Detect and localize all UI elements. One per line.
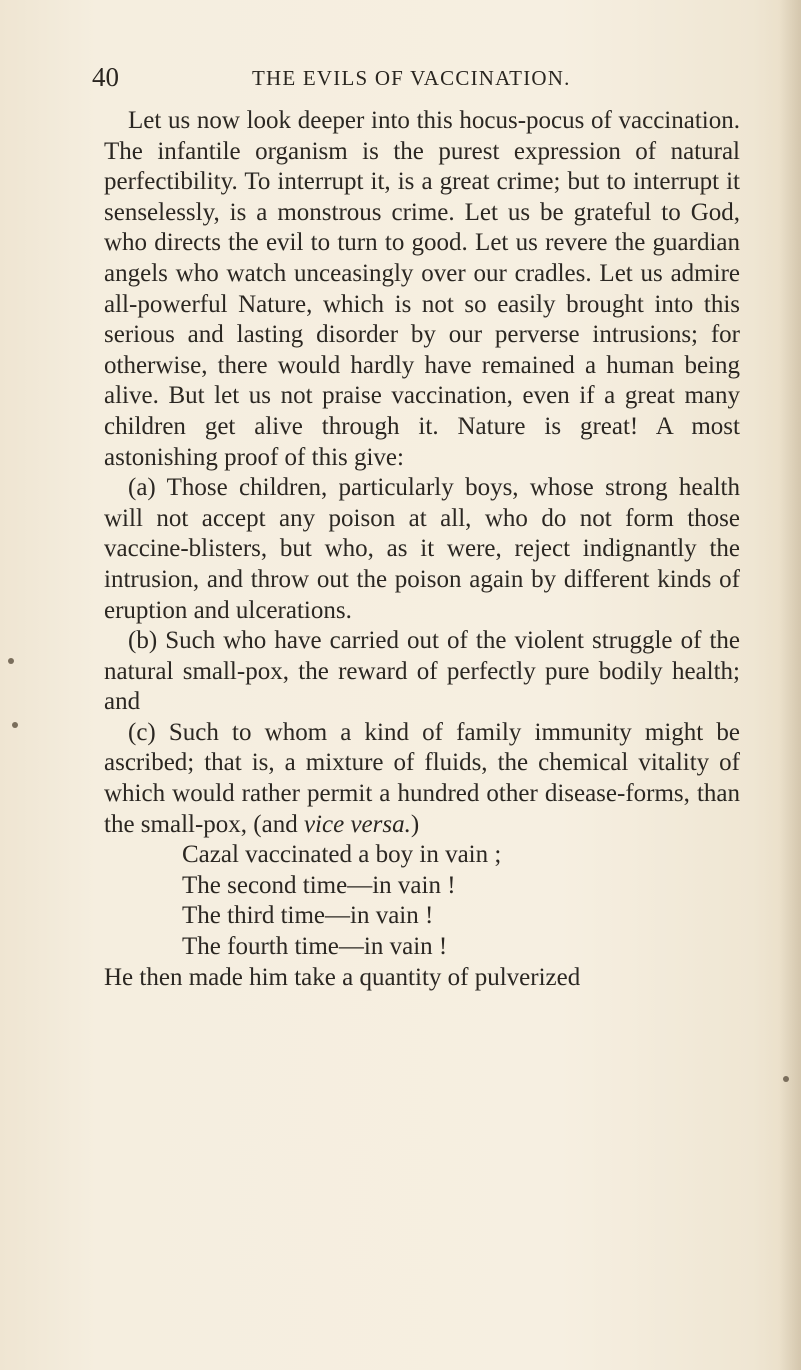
print-speck: [8, 658, 14, 664]
page-header: [92, 60, 744, 94]
list-item-c: [104, 718, 740, 840]
page-edge-shadow: [779, 0, 801, 1370]
verse-line-4: The fourth time—in vain !: [182, 933, 448, 961]
running-title: THE EVILS OF VACCINATION.: [252, 66, 571, 90]
list-item-c-text: (c) Such to whom a kind of family immunity might be ascribed; that is, a mixture of fluids, the chemical vitality of which would rather permit a hundred other disease-forms, than the small-pox, (and: [104, 718, 740, 838]
list-item-c-italic: vice versa.: [303, 810, 411, 838]
verse-line-3: The third time—in vain !: [182, 902, 434, 930]
paragraph-intro: Let us now look deeper into this hocus-pocus of vaccination. The infantile organism is the purest expression of natural perfectibility. To interrupt it, is a great crime; but to interrupt it senselessly, is a monstrous crime. Let us be grateful to God, who directs the evil to turn to good. Let us revere the guardian angels who watch unceasingly over our cradles. Let us admire all-powerful Nature, which is not so easily brought into this serious and lasting disorder by our perverse intrusions; for otherwise, there would hardly have remained a human being alive. But let us not praise vaccination, even if a great many children get alive through it. Nature is great! A most astonishing proof of this give:: [104, 107, 740, 471]
print-speck: [783, 1076, 789, 1082]
list-item-c-close: ): [410, 810, 420, 838]
page-number: 40: [92, 62, 119, 92]
print-speck: [12, 722, 18, 728]
verse-line-2: The second time—in vain !: [182, 871, 456, 899]
final-line: He then made him take a quantity of pulverized: [104, 963, 581, 991]
verse-line-1: Cazal vaccinated a boy in vain ;: [182, 841, 502, 869]
list-item-b: (b) Such who have carried out of the violent struggle of the natural small-pox, the reward of perfectly pure bodily health; and: [104, 627, 740, 716]
body-text: [104, 106, 740, 993]
list-item-a: (a) Those children, particularly boys, whose strong health will not accept any poison at all, who do not form those vaccine-blisters, but who, as it were, reject indignantly the intrusion, and throw out the poison again by different kinds of eruption and ulcerations.: [104, 474, 740, 624]
